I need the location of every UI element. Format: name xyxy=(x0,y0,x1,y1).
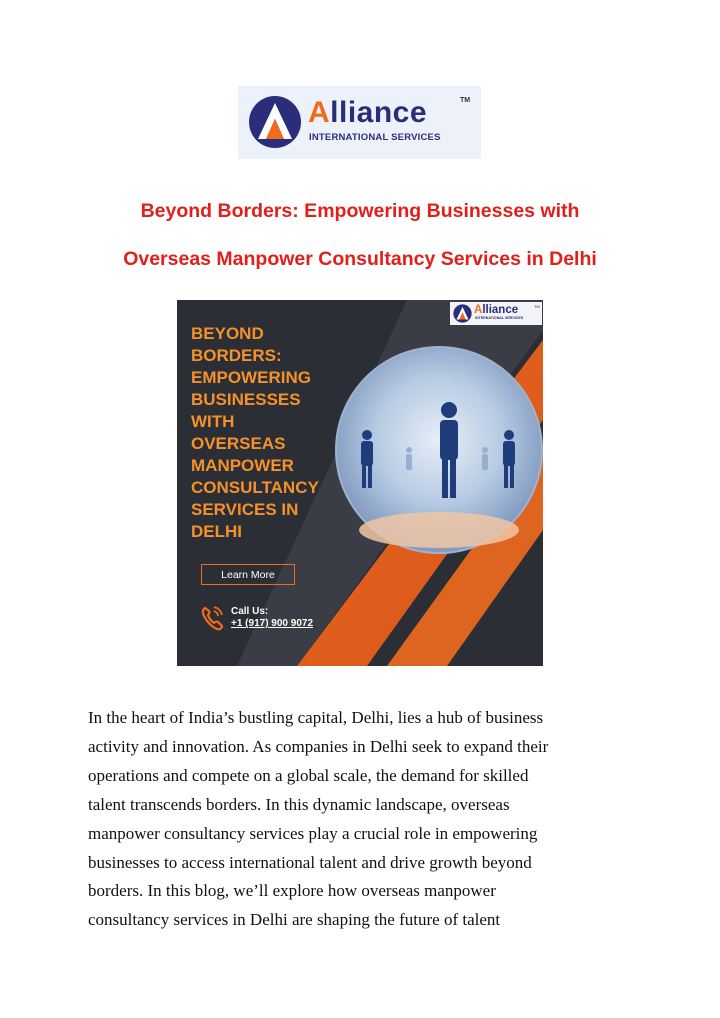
intro-paragraph xyxy=(88,704,648,935)
call-phone-number-link[interactable]: +1 (917) 900 9072 xyxy=(231,618,314,629)
banner-logo-wordmark xyxy=(474,303,518,317)
header-logo xyxy=(238,86,481,159)
logo-wordmark xyxy=(308,98,427,128)
banner-headline xyxy=(191,323,351,543)
logo-trademark: TM xyxy=(460,97,471,104)
banner-headline-line: WITH xyxy=(191,412,235,431)
paragraph-line: In the heart of India’s bustling capital, Delhi, lies a hub of business xyxy=(88,708,544,727)
banner-headline-line: CONSULTANCY xyxy=(191,478,319,497)
paragraph-line: consultancy services in Delhi are shaping the future of talent xyxy=(88,910,501,930)
call-us-label: Call Us: xyxy=(231,606,269,617)
banner-logo-subtitle: INTERNATIONAL SERVICES xyxy=(475,316,524,320)
banner-headline-line: DELHI xyxy=(191,522,242,541)
alliance-logo-mark-icon xyxy=(248,95,302,149)
banner-headline-line: BORDERS: xyxy=(191,346,282,365)
page-title-line-1: Beyond Borders: Empowering Businesses with xyxy=(140,200,580,222)
banner-headline-line: OVERSEAS xyxy=(191,434,286,453)
paragraph-line: manpower consultancy services play a crucial role in empowering xyxy=(88,823,538,843)
logo-wordmark-first: A xyxy=(308,96,331,129)
banner-headline-line: MANPOWER xyxy=(191,456,294,475)
banner-logo-mark-icon xyxy=(453,304,472,323)
banner-logo xyxy=(450,302,542,325)
logo-subtitle: INTERNATIONAL SERVICES xyxy=(309,132,441,143)
banner-headline-line: BEYOND xyxy=(191,324,264,343)
banner-headline-line: SERVICES IN xyxy=(191,500,299,519)
banner-headline-line: BUSINESSES xyxy=(191,390,301,409)
paragraph-line: borders. In this blog, we’ll explore how overseas manpower xyxy=(88,881,496,901)
logo-wordmark-rest: lliance xyxy=(330,96,428,129)
promo-banner xyxy=(177,300,543,666)
page-title-line-2: Overseas Manpower Consultancy Services in Delhi xyxy=(123,248,597,270)
banner-logo-wordmark-rest: lliance xyxy=(482,304,519,316)
phone-icon xyxy=(200,605,224,631)
paragraph-line: activity and innovation. As companies in Delhi seek to expand their xyxy=(88,736,549,756)
paragraph-line: businesses to access international talent and drive growth beyond xyxy=(88,852,532,872)
learn-more-button[interactable]: Learn More xyxy=(201,564,295,585)
paragraph-line: operations and compete on a global scale, the demand for skilled xyxy=(88,765,529,785)
banner-logo-trademark: TM xyxy=(534,304,540,309)
banner-headline-line: EMPOWERING xyxy=(191,368,311,387)
paragraph-line: talent transcends borders. In this dynamic landscape, overseas xyxy=(88,794,510,814)
banner-logo-wordmark-first: A xyxy=(474,304,483,316)
people-globe-illustration-icon xyxy=(336,347,542,553)
